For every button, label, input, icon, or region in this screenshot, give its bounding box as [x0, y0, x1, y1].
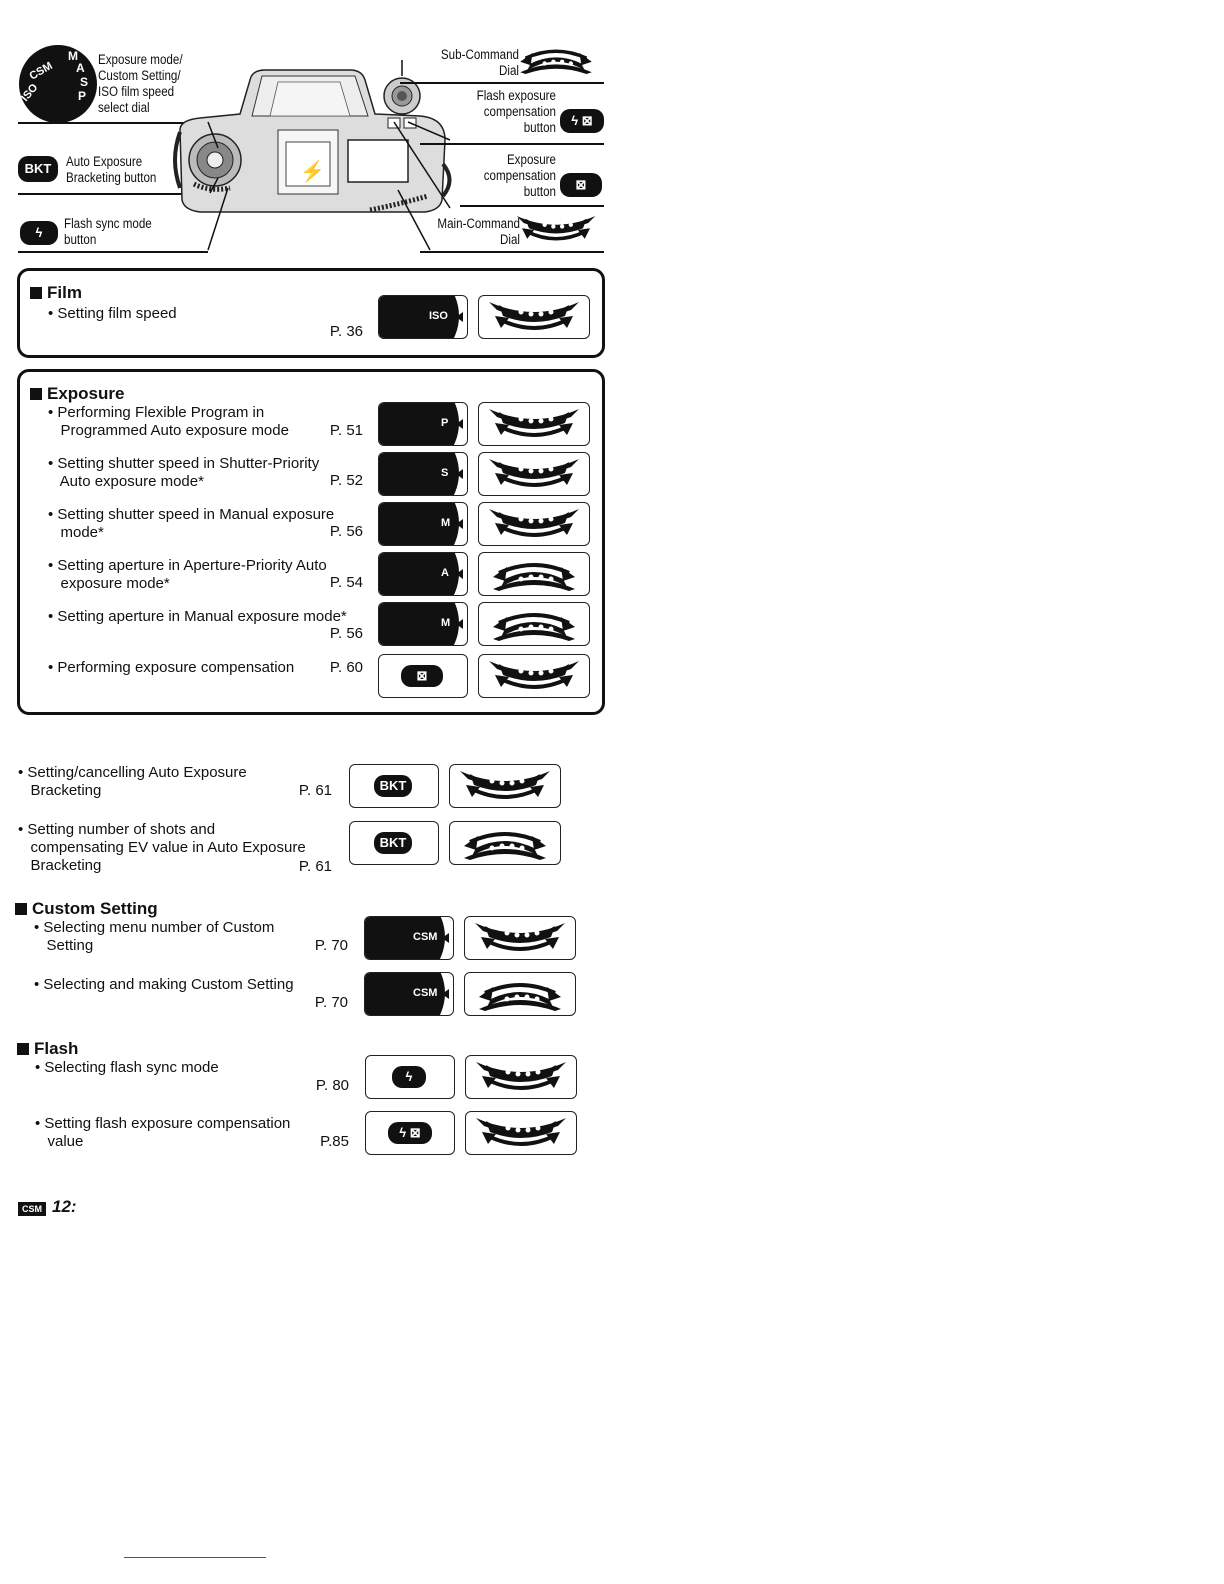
flash-item-text: • Selecting flash sync mode [35, 1059, 219, 1076]
exp-comp-button-label: Exposure compensation button [483, 152, 556, 199]
exposure-item-page: P. 52 [329, 472, 363, 489]
footer-code: 12: [52, 1197, 77, 1216]
sub-command-dial-icon [508, 38, 604, 82]
custom-item-text: • Selecting and making Custom Setting [34, 976, 294, 993]
main-command-dial-icon [508, 208, 604, 252]
main-command-dial-label: Main-Command Dial [437, 216, 520, 247]
mode-dial-label: Exposure mode/ Custom Setting/ ISO film speed select dial [98, 52, 183, 115]
bkt-button-icon: BKT [18, 156, 58, 182]
camera-diagram [0, 0, 620, 260]
flash-comp-button-icon: ϟ ⊠ [365, 1111, 455, 1155]
main-command-dial-icon [465, 1055, 577, 1099]
custom-item-page: P. 70 [314, 937, 348, 954]
bracketing-item-text: • Setting number of shots and compensating EV value in Auto Exposure Bracketing [18, 821, 306, 874]
exposure-title: Exposure [30, 384, 124, 404]
svg-text:A: A [76, 61, 85, 75]
film-item-text: • Setting film speed [48, 305, 177, 322]
bracketing-item-text: • Setting/cancelling Auto Exposure Bracketing [18, 764, 247, 799]
mode-dial-csm-icon: CSM [364, 916, 454, 960]
footer-link-underline [124, 1557, 266, 1558]
custom-item-text: • Selecting menu number of Custom Setting [34, 919, 275, 954]
exposure-item-page: P. 56 [329, 625, 363, 642]
flash-sync-button-icon: ϟ [365, 1055, 455, 1099]
flash-sync-button-icon: ϟ [20, 221, 58, 245]
exposure-item-page: P. 56 [329, 523, 363, 540]
sub-command-dial-label: Sub-Command Dial [440, 47, 519, 78]
sub-command-dial-icon [464, 972, 576, 1016]
svg-text:⚡: ⚡ [300, 161, 325, 183]
mode-dial-csm-icon: CSM [364, 972, 454, 1016]
custom-item-page: P. 70 [314, 994, 348, 1011]
iso-dial-position-icon: ISO [378, 295, 468, 339]
bkt-button-icon: BKT [349, 764, 439, 808]
main-command-dial-icon [478, 452, 590, 496]
main-command-dial-icon [449, 764, 561, 808]
main-command-dial-icon [478, 654, 590, 698]
main-command-dial-icon [465, 1111, 577, 1155]
main-command-dial-icon [478, 295, 590, 339]
flash-sync-label: Flash sync mode button [64, 216, 152, 247]
film-section [17, 268, 605, 358]
exposure-item-page: P. 60 [329, 659, 363, 676]
flash-item-page: P.85 [320, 1133, 349, 1150]
svg-text:ISO: ISO [19, 81, 41, 104]
exposure-item-text: • Setting shutter speed in Manual exposure mode* [48, 506, 335, 541]
bracketing-section [0, 750, 620, 880]
exposure-item-text: • Performing exposure compensation [48, 659, 295, 676]
mode-dial-icon [18, 44, 98, 124]
exposure-section [17, 369, 605, 715]
svg-text:P: P [78, 89, 87, 103]
film-item-page: P. 36 [329, 323, 363, 340]
flash-title: Flash [17, 1039, 78, 1059]
sub-command-dial-icon [478, 552, 590, 596]
mode-dial-s-icon: S [378, 452, 468, 496]
flash-item-page: P. 80 [315, 1077, 349, 1094]
sub-command-dial-icon [449, 821, 561, 865]
exposure-item-page: P. 51 [329, 422, 363, 439]
bkt-button-label: Auto Exposure Bracketing button [66, 154, 157, 185]
flash-item-text: • Setting flash exposure compensation value [35, 1115, 291, 1150]
exposure-item-text: • Performing Flexible Program in Programmed Auto exposure mode [48, 404, 289, 439]
mode-dial-a-icon: A [378, 552, 468, 596]
flash-comp-button-label: Flash exposure compensation button [476, 88, 556, 135]
flash-comp-button-icon: ϟ ⊠ [560, 109, 604, 133]
mode-dial-m-icon: M [378, 602, 468, 646]
exposure-item-page: P. 54 [329, 574, 363, 591]
sub-command-dial-icon [478, 602, 590, 646]
main-command-dial-icon [464, 916, 576, 960]
svg-text:S: S [80, 75, 89, 89]
main-command-dial-icon [478, 502, 590, 546]
mode-dial-m-icon: M [378, 502, 468, 546]
film-title: Film [30, 283, 82, 303]
bracketing-item-page: P. 61 [298, 858, 332, 875]
custom-setting-section [0, 895, 620, 1025]
main-command-dial-icon [478, 402, 590, 446]
flash-section [0, 1035, 620, 1165]
exp-comp-button-icon: ⊠ [378, 654, 468, 698]
exp-comp-button-icon: ⊠ [560, 173, 602, 197]
exposure-item-text: • Setting shutter speed in Shutter-Priority Auto exposure mode* [48, 455, 320, 490]
footer-csm-badge: CSM [18, 1202, 46, 1216]
custom-setting-title: Custom Setting [15, 899, 158, 919]
mode-dial-p-icon: P [378, 402, 468, 446]
exposure-item-text: • Setting aperture in Aperture-Priority Auto exposure mode* [48, 557, 327, 592]
svg-text:CSM: CSM [27, 59, 55, 83]
bkt-button-icon: BKT [349, 821, 439, 865]
exposure-item-text: • Setting aperture in Manual exposure mode* [48, 608, 347, 625]
svg-text:M: M [68, 49, 78, 63]
bracketing-item-page: P. 61 [298, 782, 332, 799]
